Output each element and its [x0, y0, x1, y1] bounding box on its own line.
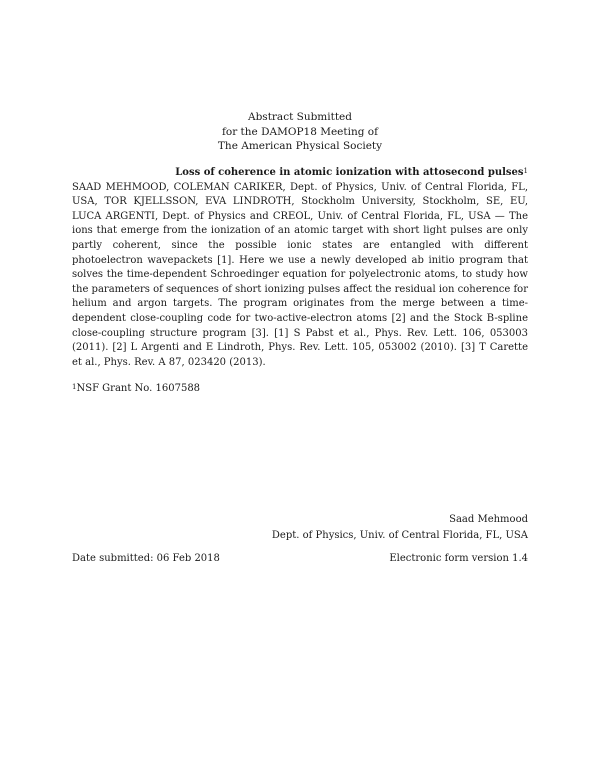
signature-block — [272, 512, 528, 543]
abstract-title: Loss of coherence in atomic ionization with attosecond pulses — [175, 167, 524, 178]
title-footnote-mark: 1 — [523, 167, 528, 175]
abstract-block — [72, 166, 528, 370]
form-version: Electronic form version 1.4 — [389, 553, 528, 564]
signature-name: Saad Mehmood — [449, 514, 528, 525]
footnote — [72, 382, 200, 396]
footnote-mark: 1 — [72, 383, 77, 391]
date-submitted: Date submitted: 06 Feb 2018 — [72, 553, 220, 564]
abstract-title-line — [72, 166, 528, 181]
submission-header — [0, 110, 600, 154]
abstract-text: SAAD MEHMOOD, COLEMAN CARIKER, Dept. of Physics, Univ. of Central Florida, FL, USA, TOR KJELLSSON, EVA LINDROTH, Stockholm University, Stockholm, SE, EU, LUCA ARGENTI, Dept. of Physics and CREOL, Univ. of Central Florida, FL, USA — The ions that emerge from the ionization of an atomic target with short light pulses are only partly coherent, since the possible ionic states are entangled with different photoelectron wavepackets [1]. Here we use a newly developed ab initio program that solves the time-dependent Schroedinger equation for polyelectronic atoms, to study how the parameters of sequences of short ionizing pulses affect the residual ion coherence for helium and argon targets. The program originates from the merge between a time-dependent close-coupling code for two-active-electron atoms [2] and the Stock B-spline close-coupling structure program [3]. [1] S Pabst et al., Phys. Rev. Lett. 106, 053003 (2011). [2] L Argenti and E Lindroth, Phys. Rev. Lett. 105, 053002 (2010). [3] T Carette et al., Phys. Rev. A 87, 023420 (2013). — [72, 181, 528, 368]
header-line-society: The American Physical Society — [217, 140, 383, 152]
signature-affiliation: Dept. of Physics, Univ. of Central Florida, FL, USA — [271, 529, 528, 541]
footnote-text: NSF Grant No. 1607588 — [76, 383, 201, 394]
header-line-abstract-submitted: Abstract Submitted — [248, 111, 352, 123]
header-line-meeting: for the DAMOP18 Meeting of — [221, 125, 378, 138]
